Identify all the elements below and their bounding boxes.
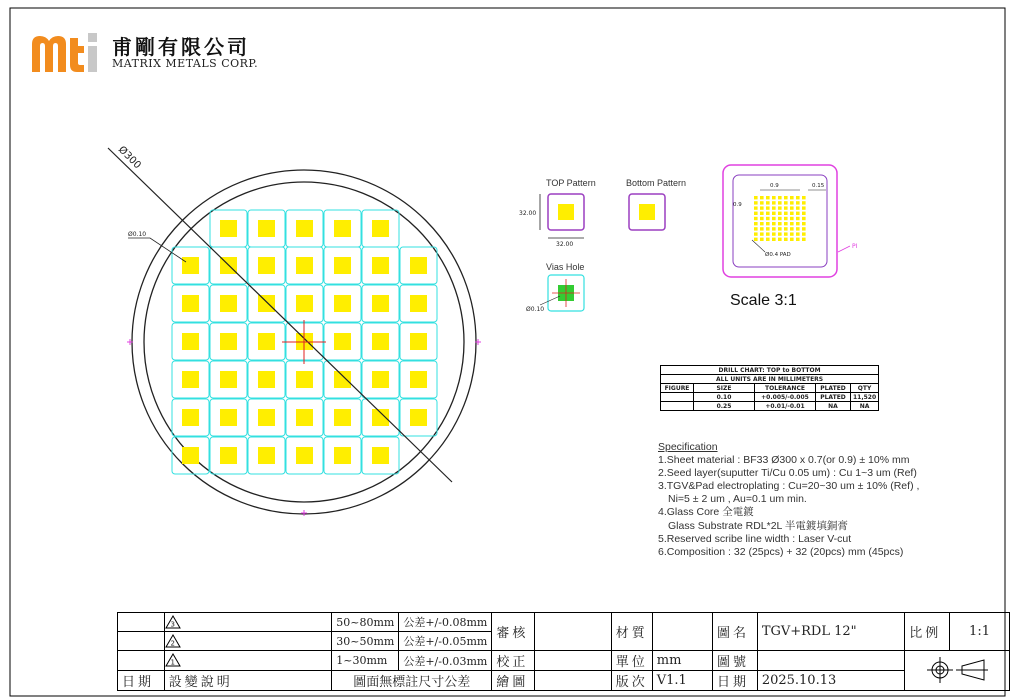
top-pattern-label: TOP Pattern — [546, 178, 596, 188]
detail-pad — [784, 217, 788, 220]
title-block — [117, 612, 1010, 691]
die-pad — [296, 295, 313, 312]
detail-pad — [796, 227, 800, 230]
die-pad — [334, 295, 351, 312]
detail-pad — [766, 227, 770, 230]
spec-line: 2.Seed layer(suputter Ti/Cu 0.05 um) : Cu 1~3 um (Ref) — [658, 467, 917, 480]
die-pad — [410, 295, 427, 312]
rev-tolerance: 公差+/-0.05mm — [399, 632, 492, 651]
rev-range: 50~80mm — [332, 613, 399, 632]
scale-field-label: 比例 — [905, 613, 950, 651]
detail-pad — [754, 238, 758, 241]
detail-pad — [754, 196, 758, 199]
detail-pad — [778, 196, 782, 199]
die-pad — [220, 333, 237, 350]
detail-pad — [760, 196, 764, 199]
drill-chart-units: ALL UNITS ARE IN MILLIMETERS — [661, 375, 879, 384]
rev-range: 30~50mm — [332, 632, 399, 651]
detail-pad — [754, 212, 758, 215]
die-pad — [220, 371, 237, 388]
die-pad — [258, 257, 275, 274]
die-pad — [182, 295, 199, 312]
spec-line: 3.TGV&Pad electroplating : Cu=20~30 um ± 10% (Ref) , — [658, 480, 920, 493]
cell-plated: PLATED — [816, 393, 851, 402]
col-figure: FIGURE — [661, 384, 694, 393]
version-label: 版次 — [611, 671, 652, 691]
detail-pad — [802, 238, 806, 241]
detail-pad — [766, 217, 770, 220]
detail-pad — [754, 222, 758, 225]
col-qty: QTY — [851, 384, 879, 393]
detail-pad — [778, 227, 782, 230]
die-pad — [182, 257, 199, 274]
detail-pad — [784, 227, 788, 230]
detail-side-label: 0.9 — [733, 202, 742, 208]
die-pad — [410, 257, 427, 274]
detail-pad — [760, 232, 764, 235]
detail-pad — [760, 201, 764, 204]
logo-m-shape — [32, 36, 66, 72]
detail-pad — [790, 227, 794, 230]
rev-symbol-2 — [164, 632, 331, 651]
table-row — [661, 393, 879, 402]
detail-pad — [778, 232, 782, 235]
die-pad — [334, 333, 351, 350]
pattern-views — [519, 194, 665, 313]
unit-label: 單位 — [611, 651, 652, 671]
detail-pad — [778, 206, 782, 209]
die-pad — [220, 409, 237, 426]
detail-pad — [790, 206, 794, 209]
detail-pad — [796, 232, 800, 235]
spec-heading: Specification — [658, 441, 718, 453]
die-pad — [296, 257, 313, 274]
logo-t-shape — [70, 38, 84, 72]
cell-qty: NA — [851, 402, 879, 411]
detail-pad — [766, 232, 770, 235]
detail-pad — [772, 196, 776, 199]
detail-pad — [784, 232, 788, 235]
vias-dim-label: Ø0.10 — [526, 306, 545, 313]
detail-pad — [754, 206, 758, 209]
cell-figure — [661, 393, 694, 402]
detail-pad — [766, 238, 770, 241]
vias-hole-label: Vias Hole — [546, 262, 585, 272]
die-pad — [220, 295, 237, 312]
detail-pad — [784, 201, 788, 204]
drill-chart-header — [661, 384, 879, 393]
cell-figure — [661, 402, 694, 411]
detail-pad — [796, 196, 800, 199]
date-value: 2025.10.13 — [757, 671, 904, 691]
detail-pad — [760, 206, 764, 209]
detail-pad — [796, 238, 800, 241]
detail-pad — [766, 201, 770, 204]
projection-symbol-cell — [905, 651, 1010, 691]
die-pad — [372, 371, 389, 388]
detail-pad — [778, 222, 782, 225]
die-pad — [182, 371, 199, 388]
die-pad — [220, 220, 237, 237]
wafer-drawing — [108, 144, 481, 516]
detail-pad — [796, 217, 800, 220]
spec-line: 6.Composition : 32 (25pcs) + 32 (20pcs) mm (45pcs) — [658, 545, 904, 558]
detail-pad — [772, 222, 776, 225]
cell-plated: NA — [816, 402, 851, 411]
detail-pad — [784, 238, 788, 241]
detail-pad — [784, 222, 788, 225]
company-name-cn: 甫剛有限公司 — [112, 35, 250, 59]
detail-pad — [766, 206, 770, 209]
detail-pitch-label: 0.9 — [770, 183, 779, 189]
drill-chart-title: DRILL CHART: TOP to BOTTOM — [661, 366, 879, 375]
spec-line: Glass Substrate RDL*2L 半電鍍填銅膏 — [668, 519, 848, 532]
review-label: 審核 — [492, 613, 535, 651]
die-pad — [296, 220, 313, 237]
detail-pad — [766, 196, 770, 199]
detail-pad — [796, 222, 800, 225]
unit-value: mm — [652, 651, 712, 671]
die-pad — [334, 220, 351, 237]
die-pad — [410, 371, 427, 388]
die-pad — [372, 295, 389, 312]
detail-pad — [760, 212, 764, 215]
die-pad — [182, 409, 199, 426]
detail-pad — [772, 232, 776, 235]
specification — [658, 441, 919, 559]
version-value: V1.1 — [652, 671, 712, 691]
logo-i-dot — [88, 33, 97, 42]
col-plated: PLATED — [816, 384, 851, 393]
die-pad — [372, 333, 389, 350]
die-pad — [410, 333, 427, 350]
die-pad — [372, 257, 389, 274]
detail-pad — [760, 222, 764, 225]
drawing-no-label: 圖號 — [712, 651, 757, 671]
check-label: 校正 — [492, 651, 535, 671]
via-leader — [128, 238, 186, 262]
detail-pad — [802, 212, 806, 215]
die-pad — [258, 447, 275, 464]
cell-tolerance: +0.005/-0.005 — [755, 393, 816, 402]
die-pad — [182, 447, 199, 464]
detail-pad — [802, 217, 806, 220]
rev-range: 1~30mm — [332, 651, 399, 671]
die-pad — [258, 220, 275, 237]
detail-pad — [778, 212, 782, 215]
detail-pad — [784, 206, 788, 209]
cell-size: 0.10 — [694, 393, 755, 402]
dim-height-label: 32.00 — [519, 210, 537, 217]
detail-pad — [778, 238, 782, 241]
detail-pad — [760, 238, 764, 241]
die-pad — [258, 371, 275, 388]
date-label: 日期 — [712, 671, 757, 691]
drill-chart — [660, 365, 879, 411]
bottom-pattern-label: Bottom Pattern — [626, 178, 687, 188]
via-label: Ø0.10 — [128, 231, 147, 238]
detail-edge-label: 0.15 — [812, 183, 825, 189]
rev-symbol-1 — [164, 651, 331, 671]
detail-pad — [754, 232, 758, 235]
detail-pad — [754, 201, 758, 204]
detail-pad — [772, 217, 776, 220]
die-pad — [182, 333, 199, 350]
spec-line: Ni=5 ± 2 um , Au=0.1 um min. — [668, 493, 807, 506]
col-tolerance: TOLERANCE — [755, 384, 816, 393]
rev-triangle-1-num: 1 — [170, 658, 175, 667]
detail-pad — [802, 206, 806, 209]
detail-pad — [790, 201, 794, 204]
die-pad — [334, 409, 351, 426]
die-pad — [372, 409, 389, 426]
detail-pad — [772, 238, 776, 241]
die-pad — [258, 333, 275, 350]
pi-label: PI — [852, 243, 858, 250]
spec-line: 5.Reserved scribe line width : Laser V-cut — [658, 532, 852, 545]
detail-pad — [790, 196, 794, 199]
detail-pad — [766, 212, 770, 215]
scale-field-value: 1:1 — [950, 613, 1010, 651]
sheet-border — [10, 8, 1005, 696]
detail-pad — [760, 217, 764, 220]
spec-line: 4.Glass Core 全電鍍 — [658, 506, 754, 519]
detail-pad — [796, 201, 800, 204]
die-pad — [334, 257, 351, 274]
rev-tolerance: 公差+/-0.08mm — [399, 613, 492, 632]
dim-width-label: 32.00 — [556, 241, 574, 248]
cell-tolerance: +0.01/-0.01 — [755, 402, 816, 411]
detail-pad — [754, 217, 758, 220]
detail-pad — [772, 212, 776, 215]
rev-triangle-2-num: 2 — [170, 639, 175, 648]
table-row — [661, 402, 879, 411]
pi-leader — [838, 246, 850, 252]
detail-pad — [790, 238, 794, 241]
rev-symbol-3 — [164, 613, 331, 632]
diameter-label: Ø300 — [115, 144, 143, 172]
detail-pad — [802, 201, 806, 204]
company-name-en: MATRIX METALS CORP. — [112, 57, 259, 70]
scale-label: Scale 3:1 — [730, 292, 797, 309]
drawing-name-value: TGV+RDL 12" — [757, 613, 904, 651]
die-pad — [334, 447, 351, 464]
detail-pad — [772, 227, 776, 230]
rev-tolerance: 公差+/-0.03mm — [399, 651, 492, 671]
detail-pad — [754, 227, 758, 230]
detail-pad — [802, 232, 806, 235]
die-pad — [296, 447, 313, 464]
detail-pad — [802, 222, 806, 225]
spec-line: 1.Sheet material : BF33 Ø300 x 0.7(or 0.9) ± 10% mm — [658, 454, 910, 467]
detail-pad — [784, 212, 788, 215]
detail-pad — [778, 201, 782, 204]
die-pad — [372, 447, 389, 464]
die-pad — [258, 409, 275, 426]
tolerance-note: 圖面無標註尺寸公差 — [332, 671, 492, 691]
detail-pad — [796, 212, 800, 215]
die-pad — [258, 295, 275, 312]
die-pad — [296, 409, 313, 426]
detail-view — [723, 165, 858, 277]
detail-pad — [766, 222, 770, 225]
cell-qty: 11,520 — [851, 393, 879, 402]
material-label: 材質 — [611, 613, 652, 651]
col-size: SIZE — [694, 384, 755, 393]
detail-pad — [784, 196, 788, 199]
detail-pad — [802, 227, 806, 230]
detail-outer-frame — [723, 165, 837, 277]
detail-pad — [802, 196, 806, 199]
detail-pad — [790, 232, 794, 235]
detail-pad-label: Ø0.4 PAD — [765, 252, 791, 258]
drawing-name-label: 圖名 — [712, 613, 757, 651]
detail-pad — [760, 227, 764, 230]
detail-pad — [772, 206, 776, 209]
detail-pad — [790, 212, 794, 215]
die-pad — [296, 371, 313, 388]
die-pad — [410, 409, 427, 426]
detail-pad — [790, 217, 794, 220]
die-pad — [334, 371, 351, 388]
logo-i-stem — [88, 46, 97, 72]
bottom-pattern-pad — [639, 204, 655, 220]
die-pad — [372, 220, 389, 237]
top-pattern-pad — [558, 204, 574, 220]
detail-pad — [772, 201, 776, 204]
date-col-label: 日期 — [118, 671, 165, 691]
change-col-label: 設變說明 — [164, 671, 331, 691]
detail-pad — [796, 206, 800, 209]
cell-size: 0.25 — [694, 402, 755, 411]
die-pad — [220, 447, 237, 464]
detail-pad — [778, 217, 782, 220]
company-logo — [30, 30, 105, 72]
rev-triangle-3-num: 3 — [170, 620, 175, 629]
draw-label: 繪圖 — [492, 671, 535, 691]
detail-pad — [790, 222, 794, 225]
